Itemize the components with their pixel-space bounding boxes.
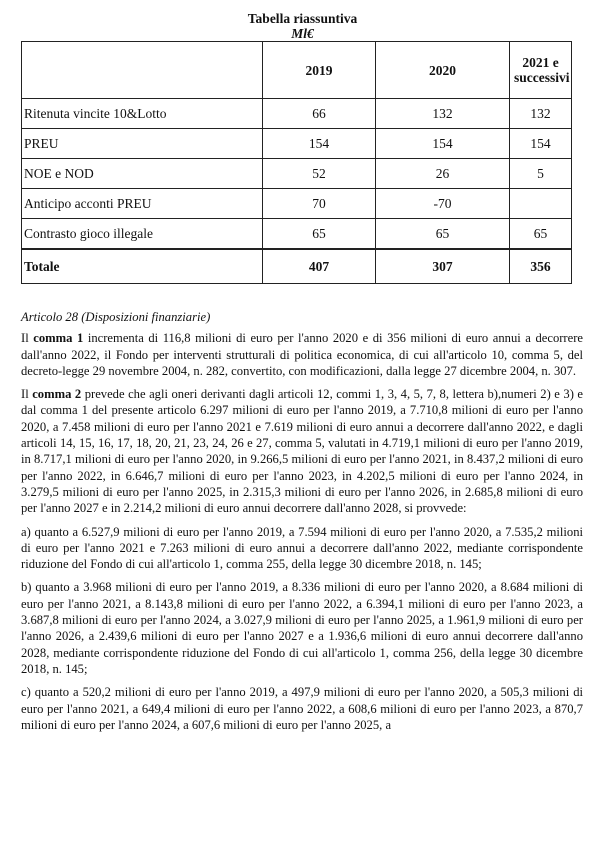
table-total-row <box>22 249 572 284</box>
table-header-row <box>22 42 572 99</box>
cell-2021: 65 <box>510 219 572 250</box>
table-row <box>22 159 572 189</box>
cell-2020: 65 <box>376 219 510 250</box>
article-heading-subtitle: (Disposizioni finanziarie) <box>81 310 211 324</box>
paragraph-prefix: Il <box>21 331 34 346</box>
column-header-label <box>22 42 263 99</box>
article-heading <box>21 309 583 325</box>
cell-2020: 26 <box>376 159 510 189</box>
table-row <box>22 129 572 159</box>
paragraph-prefix: Il <box>21 387 33 402</box>
paragraph-comma-2 <box>21 386 583 516</box>
cell-2019: 70 <box>263 189 376 219</box>
paragraph-bold-term: comma 2 <box>32 387 82 402</box>
cell-2021: 154 <box>510 129 572 159</box>
column-header-2019: 2019 <box>263 42 376 99</box>
total-label: Totale <box>22 249 263 284</box>
table-row <box>22 219 572 250</box>
row-label: Ritenuta vincite 10&Lotto <box>22 99 263 129</box>
article-heading-title: Articolo 28 <box>21 310 79 324</box>
cell-2019: 65 <box>263 219 376 250</box>
paragraph-text: incrementa di 116,8 milioni di euro per l'anno 2020 e di 356 milioni di euro annui a decorrere dall'anno 2022, il Fondo per interventi strutturali di politica economica, di cui all'articolo 10, comma 5, del decreto-legge 29 novembre 2004, n. 282, convertito, con modificazioni, dalla legge 27 dicembre 2004, n. 307. <box>21 331 583 378</box>
table-unit: Ml€ <box>291 26 314 41</box>
cell-2019: 52 <box>263 159 376 189</box>
paragraph-bold-term: comma 1 <box>33 331 84 346</box>
cell-2021: 5 <box>510 159 572 189</box>
table-row <box>22 99 572 129</box>
total-2021: 356 <box>510 249 572 284</box>
cell-2020: 154 <box>376 129 510 159</box>
cell-2021 <box>510 189 572 219</box>
cell-2019: 66 <box>263 99 376 129</box>
row-label: NOE e NOD <box>22 159 263 189</box>
row-label: PREU <box>22 129 263 159</box>
summary-table <box>21 41 572 284</box>
article-body <box>21 309 583 740</box>
cell-2019: 154 <box>263 129 376 159</box>
paragraph-item-b: b) quanto a 3.968 milioni di euro per l'anno 2019, a 8.336 milioni di euro per l'anno 2020, a 8.684 milioni di euro per l'anno 2021, a 8.143,8 milioni di euro per l'anno 2022, a 6.394,1 milioni di euro per l'anno 2023, a 3.687,8 milioni di euro per l'anno 2024, a 3.027,9 milioni di euro per l'anno 2025, a 1.961,9 milioni di euro per l'anno 2026, a 2.439,6 milioni di euro per l'anno 2027 e a 1.936,6 milioni di euro annui decorrere dall'anno 2028, mediante corrispondente riduzione del Fondo di cui all'articolo 1, comma 256, della legge 30 dicembre 2018, n. 145; <box>21 580 583 676</box>
column-header-2020: 2020 <box>376 42 510 99</box>
table-row <box>22 189 572 219</box>
row-label: Contrasto gioco illegale <box>22 219 263 250</box>
cell-2020: -70 <box>376 189 510 219</box>
paragraph-item-a: a) quanto a 6.527,9 milioni di euro per l'anno 2019, a 7.594 milioni di euro per l'anno 2020, a 7.535,2 milioni di euro per l'anno 2021 e 7.263 milioni di euro annui a decorrere dall'anno 2022, mediante corrispondente riduzione del Fondo di cui all'articolo 1, comma 255, della legge 30 dicembre 2018, n. 145; <box>21 524 583 572</box>
total-2019: 407 <box>263 249 376 284</box>
paragraph-text: prevede che agli oneri derivanti dagli articoli 12, commi 1, 3, 4, 5, 7, 8, lettera b),numeri 2) e 3) e dal comma 1 del presente articolo 6.297 milioni di euro per l'anno 2019, a 7.710,8 milioni di euro per l'anno 2020, a 7.458 milioni di euro per l'anno 2021 e 7.619 milioni di euro annui a decorrere dall'anno 2022, e dagli articoli 14, 15, 16, 17, 18, 20, 21, 23, 24, 26 e 27, comma 5, valutati in 4.719,1 milioni di euro per l'anno 2019, in 8.717,1 milioni di euro per l'anno 2020, in 9.266,5 milioni di euro per l'anno 2021, in 8.437,2 milioni di euro per l'anno 2022, in 6.646,7 milioni di euro per l'anno 2023, in 4.202,5 milioni di euro per l'anno 2024, in 3.279,5 milioni di euro per l'anno 2025, in 2.315,3 milioni di euro per l'anno 2026, in 2.685,8 milioni di euro per l'anno 2027 e in 2.214,2 milioni di euro annui decorrere dall'anno 2028, si provvede: <box>21 387 584 516</box>
paragraph-item-c: c) quanto a 520,2 milioni di euro per l'anno 2019, a 497,9 milioni di euro per l'anno 2020, a 505,3 milioni di euro per l'anno 2021, a 649,4 milioni di euro per l'anno 2022, a 608,6 milioni di euro per l'anno 2023, a 870,7 milioni di euro per l'anno 2024, a 607,6 milioni di euro per l'anno 2025, a <box>21 685 583 732</box>
table-title: Tabella riassuntiva <box>247 11 358 26</box>
row-label: Anticipo acconti PREU <box>22 189 263 219</box>
cell-2021: 132 <box>510 99 572 129</box>
paragraph-comma-1 <box>21 330 583 379</box>
column-header-2021: 2021 e successivi <box>510 42 572 99</box>
cell-2020: 132 <box>376 99 510 129</box>
total-2020: 307 <box>376 249 510 284</box>
